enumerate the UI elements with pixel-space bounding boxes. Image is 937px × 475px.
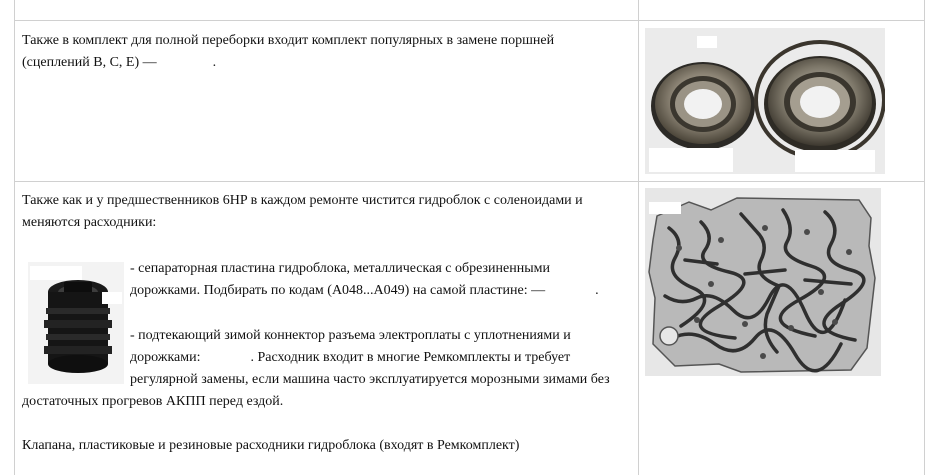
row1-text-line1: Также в комплект для полной переборки входит комплект популярных в замене поршней xyxy=(22,33,555,48)
pistons-photo xyxy=(645,28,885,174)
row2-item2-line4: достаточных прогревов АКПП перед ездой. xyxy=(22,394,284,409)
row2-item2-line2-end: . Расходник входит в многие Ремкомплекты и требует xyxy=(250,350,571,365)
row2-footer: Клапана, пластиковые и резиновые расходники гидроблока (входят в Ремкомплект) xyxy=(22,438,520,453)
separator-plate-photo xyxy=(645,188,881,376)
table-right-border xyxy=(924,0,925,475)
connector-photo xyxy=(28,262,124,384)
row2-item1-line1: - сепараторная пластина гидроблока, металлическая с обрезиненными xyxy=(130,261,550,276)
watermark-patch xyxy=(649,202,681,214)
row1-text-line2 xyxy=(22,52,216,74)
watermark-patch xyxy=(30,266,82,280)
row2-intro-line1: Также как и у предшественников 6HP в каждом ремонте чистится гидроблок с соленоидами и xyxy=(22,193,583,208)
watermark-patch xyxy=(795,150,875,172)
watermark-patch xyxy=(697,36,717,48)
row2-item2-line2-start: дорожками: xyxy=(130,350,201,365)
table-column-divider xyxy=(638,0,639,475)
table-row-divider xyxy=(14,181,925,182)
row2-item2-line1: - подтекающий зимой коннектор разъема электроплаты с уплотнениями и xyxy=(130,328,571,343)
row2-item2-line2 xyxy=(130,347,570,369)
row1-text-line2-start: (сцеплений B, C, E) — xyxy=(22,55,157,70)
watermark-patch xyxy=(102,292,122,304)
row2-item2-line3: регулярной замены, если машина часто эксплуатируется морозными зимами без xyxy=(130,372,610,387)
row2-item1-line2 xyxy=(130,280,599,302)
row1-text-line2-end: . xyxy=(212,55,217,70)
table-left-border xyxy=(14,0,15,475)
row2-intro-line2: меняются расходники: xyxy=(22,215,157,230)
separator-plate-illustration xyxy=(645,188,881,376)
row2-item1-line2-text: дорожками. Подбирать по кодам (А048...А049) на самой пластине: — xyxy=(130,283,546,298)
connector-illustration xyxy=(28,262,124,384)
row2-item1-line2-end: . xyxy=(595,283,599,298)
watermark-patch xyxy=(649,148,733,172)
table-row-divider xyxy=(14,20,925,21)
